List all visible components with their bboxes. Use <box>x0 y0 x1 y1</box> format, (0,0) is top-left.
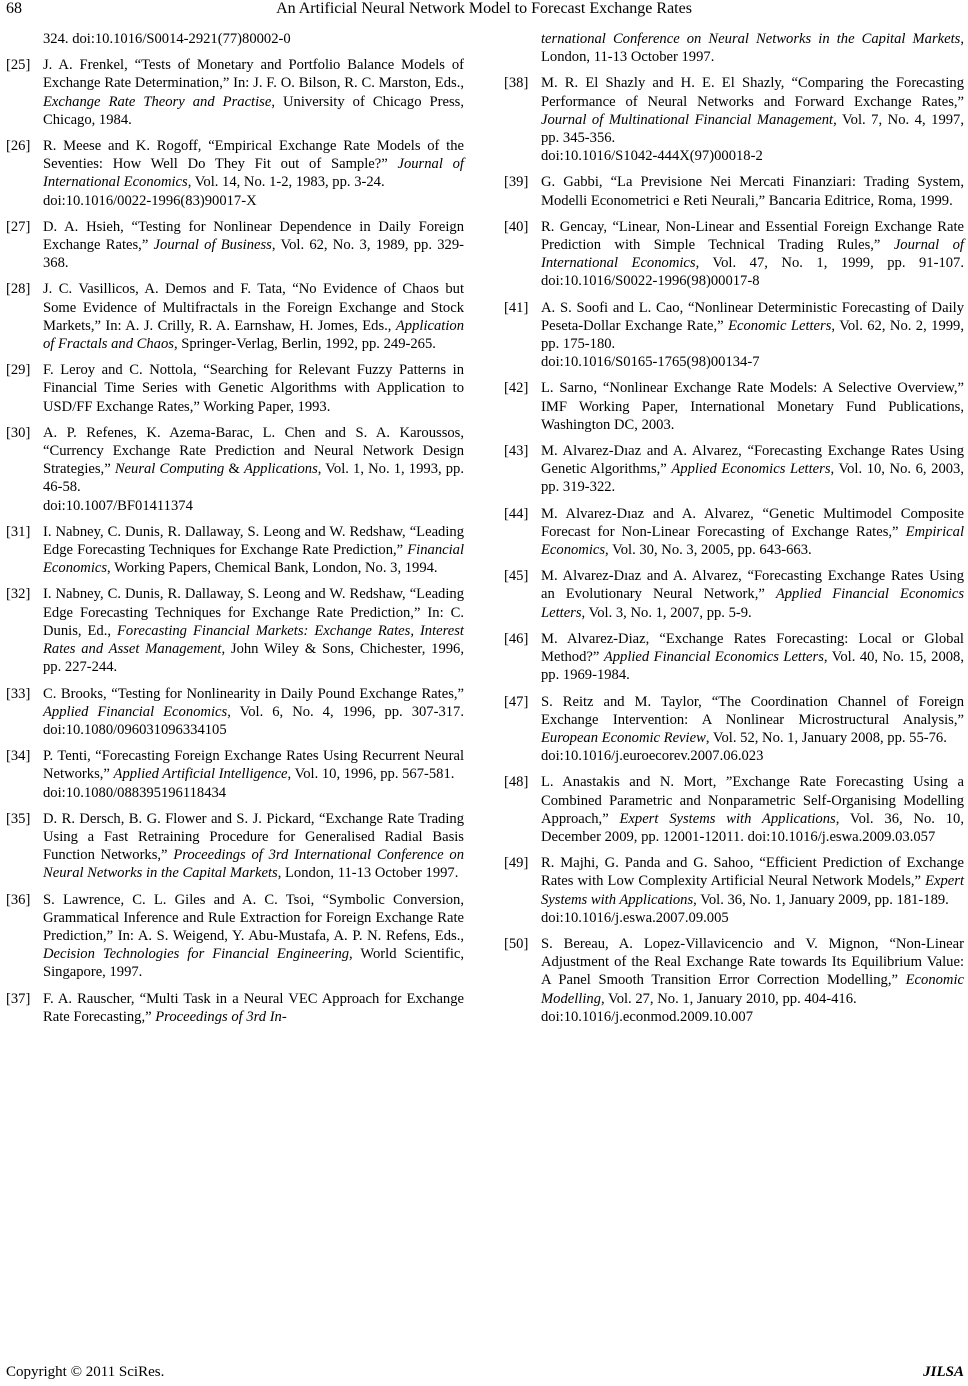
reference-doi: doi:10.1016/j.econmod.2009.10.007 <box>541 1008 754 1025</box>
reference-continuation: 324. doi:10.1016/S0014-2921(77)80002-0 <box>43 31 291 47</box>
reference-italic: European Economic Review <box>541 729 706 746</box>
reference-item <box>504 299 964 372</box>
reference-doi: doi:10.1016/j.euroecorev.2007.06.023 <box>541 748 764 765</box>
reference-text: R. Meese and K. Rogoff, “Empirical Exchange Rate Models of the Seventies: How Well Do They Fit out of Sample?” <box>43 138 464 173</box>
reference-italic: Decision Technologies for Financial Engineering <box>43 946 350 963</box>
reference-item <box>6 685 464 740</box>
reference-italic: Proceedings of 3rd International Conference on Neural Networks in the Capital Markets <box>43 847 464 882</box>
reference-text: S. Reitz and M. Taylor, “The Coordination Channel of Foreign Exchange Intervention: A Nonlinear Microstructural Analysis,” <box>541 693 964 728</box>
reference-number: [36] <box>6 891 31 908</box>
reference-italic: Application of Fractals and Chaos <box>43 317 464 353</box>
reference-number: [46] <box>504 630 529 647</box>
reference-number: [48] <box>504 774 529 791</box>
reference-number: [31] <box>6 523 31 540</box>
reference-doi: doi:10.1016/j.eswa.2007.09.005 <box>541 909 729 926</box>
reference-number: [50] <box>504 935 529 952</box>
reference-number: [32] <box>6 586 31 603</box>
reference-number: [42] <box>504 380 529 397</box>
reference-text: I. Nabney, C. Dunis, R. Dallaway, S. Leong and W. Redshaw, “Leading Edge Forecasting Techniques for Exchange Rate Prediction,” <box>43 523 464 559</box>
reference-text: , Vol. 52, No. 1, January 2008, pp. 55-76. <box>705 729 947 746</box>
journal-abbrev: JILSA <box>923 1364 964 1380</box>
reference-text: R. Majhi, G. Panda and G. Sahoo, “Efficient Prediction of Exchange Rates with Low Complexity Artificial Neural Network Models,” <box>541 855 964 890</box>
reference-text: , Vol. 62, No. 3, 1989, pp. 329-368. <box>43 237 464 272</box>
reference-text: J. C. Vasillicos, A. Demos and F. Tata, “No Evidence of Chaos but Some Evidence of Multifractals in the Foreign Exchange and Stock Markets,” In: A. J. Crilly, R. A. Earnshaw, H. Jomes, Eds., <box>43 281 464 334</box>
reference-italic: Financial Economics <box>43 542 464 577</box>
reference-italic: Economic Modelling <box>541 972 964 1007</box>
reference-italic: Exchange Rate Theory and Practise <box>43 93 272 110</box>
reference-text: & <box>224 461 244 478</box>
reference-text: , Vol. 30, No. 3, 2005, pp. 643-663. <box>605 542 812 559</box>
reference-text: P. Tenti, “Forecasting Foreign Exchange Rates Using Recurrent Neural Networks,” <box>43 748 464 783</box>
reference-italic: Applied Financial Economics Letters <box>603 649 824 666</box>
reference-number: [26] <box>6 138 31 155</box>
reference-text: S. Bereau, A. Lopez-Villavicencio and V. Mignon, “Non-Linear Adjustment of the Real Exchange Rate towards Its Equilibrium Value: A Panel Smooth Transition Error Correction Modelling,” <box>541 935 964 989</box>
page-number: 68 <box>6 0 22 17</box>
reference-text: L. Sarno, “Nonlinear Exchange Rate Models: A Selective Overview,” IMF Working Paper, International Monetary Fund Publications, Washington DC, 2003. <box>541 380 964 433</box>
reference-text: , World Scientific, Singapore, 1997. <box>43 946 464 981</box>
reference-text: G. Gabbi, “La Previsione Nei Mercati Finanziari: Trading System, Modelli Econometrici e Reti Neurali,” Bancaria Editrice, Roma, 1999. <box>541 174 964 209</box>
reference-number: [27] <box>6 218 31 235</box>
reference-number: [40] <box>504 218 529 235</box>
reference-text: M. Alvarez-Dıaz and A. Alvarez, “Forecasting Exchange Rates Using Genetic Algorithms,” <box>541 443 964 478</box>
reference-italic: ternational Conference on Neural Networks in the Capital Markets <box>541 31 961 47</box>
reference-text: M. Alvarez-Dıaz and A. Alvarez, “Forecasting Exchange Rates Using an Evolutionary Neural Network,” <box>541 568 964 603</box>
reference-number: [38] <box>504 75 529 92</box>
reference-item <box>504 854 964 927</box>
reference-text: I. Nabney, C. Dunis, R. Dallaway, S. Leong and W. Redshaw, “Leading Edge Forecasting Techniques for Exchange Rate Prediction,” In: C. Dunis, Ed., <box>43 586 464 639</box>
reference-text: , Vol. 47, No. 1, 1999, pp. 91-107. doi:10.1016/S0022-1996(98)00017-8 <box>541 255 964 290</box>
reference-number: [43] <box>504 443 529 460</box>
reference-text: , Vol. 10, No. 6, 2003, pp. 319-322. <box>541 461 964 496</box>
reference-item <box>6 280 464 353</box>
reference-text: D. R. Dersch, B. G. Flower and S. J. Pickard, “Exchange Rate Trading Using a Fast Retraining Procedure for Generalised Radial Basis Function Networks,” <box>43 810 464 864</box>
reference-text: J. A. Frenkel, “Tests of Monetary and Portfolio Balance Models of Exchange Rate Determination,” In: J. F. O. Bilson, R. C. Marston, Eds., <box>43 57 464 92</box>
reference-text: , University of Chicago Press, Chicago, 1984. <box>43 93 464 128</box>
reference-number: [34] <box>6 748 31 765</box>
reference-number: [44] <box>504 505 529 522</box>
reference-doi: doi:10.1080/088395196118434 <box>43 784 227 801</box>
reference-italic: Empirical Economics <box>541 523 964 559</box>
reference-doi: doi:10.1016/S1042-444X(97)00018-2 <box>541 148 763 165</box>
reference-item <box>504 773 964 846</box>
reference-number: [39] <box>504 174 529 191</box>
reference-doi: doi:10.1007/BF01411374 <box>43 497 193 514</box>
reference-item <box>6 218 464 273</box>
reference-number: [25] <box>6 57 31 74</box>
reference-text: , Vol. 7, No. 4, 1997, pp. 345-356. <box>541 111 964 147</box>
reference-number: [35] <box>6 810 31 827</box>
reference-number: [45] <box>504 568 529 585</box>
copyright: Copyright © 2011 SciRes. <box>6 1364 165 1380</box>
reference-text: , Vol. 3, No. 1, 2007, pp. 5-9. <box>581 604 752 621</box>
reference-text: S. Lawrence, C. L. Giles and A. C. Tsoi, “Symbolic Conversion, Grammatical Inference and Rule Extraction for Foreign Exchange Rate Prediction,” In: A. S. Weigend, Y. Abu-Mustafa, A. P. N. Refens, Eds., <box>43 891 464 944</box>
reference-list-left <box>6 56 464 1026</box>
reference-number: [41] <box>504 299 529 316</box>
reference-text: , London, 11-13 October 1997. <box>541 31 964 66</box>
reference-text: , Vol. 36, No. 10, December 2009, pp. 12001-12011. doi:10.1016/j.eswa.2009.03.057 <box>541 810 965 845</box>
reference-text: , Vol. 62, No. 2, 1999, pp. 175-180. <box>541 317 965 353</box>
reference-number: [47] <box>504 693 529 710</box>
reference-text: M. R. El Shazly and H. E. El Shazly, “Comparing the Forecasting Performance of Neural Networks and Forward Exchange Rates,” <box>541 75 964 110</box>
reference-italic: Journal of International Economics <box>541 237 964 272</box>
reference-number: [30] <box>6 424 31 441</box>
reference-text: M. Alvarez-Dıaz and A. Alvarez, “Genetic Multimodel Composite Forecast for Non-Linear Forecasting of Exchange Rates,” <box>541 505 964 540</box>
reference-italic: Applications <box>243 461 318 478</box>
reference-item <box>504 693 964 766</box>
reference-item <box>6 990 464 1026</box>
reference-text: , Vol. 1, No. 1, 1993, pp. 46-58. <box>43 461 465 496</box>
reference-item <box>504 505 964 560</box>
reference-italic: Applied Financial Economics <box>43 703 228 720</box>
reference-text: , Vol. 40, No. 15, 2008, pp. 1969-1984. <box>541 649 964 684</box>
reference-item <box>504 173 964 209</box>
reference-italic: Applied Artificial Intelligence <box>113 766 288 783</box>
reference-text: , Springer-Verlag, Berlin, 1992, pp. 249-265. <box>173 336 436 353</box>
reference-italic: Neural Computing <box>114 461 225 478</box>
reference-item <box>504 74 964 165</box>
reference-item <box>504 567 964 622</box>
reference-item <box>6 891 464 982</box>
reference-number: [33] <box>6 685 31 702</box>
reference-item <box>6 585 464 676</box>
reference-italic: Proceedings of 3rd In- <box>155 1008 287 1025</box>
reference-text: , Vol. 27, No. 1, January 2010, pp. 404-416. <box>601 990 857 1007</box>
reference-item <box>6 424 464 515</box>
reference-text: F. A. Rauscher, “Multi Task in a Neural VEC Approach for Exchange Rate Forecasting,” <box>43 990 464 1025</box>
reference-doi: doi:10.1016/0022-1996(83)90017-X <box>43 192 257 209</box>
reference-text: , Vol. 14, No. 1-2, 1983, pp. 3-24. <box>187 174 385 191</box>
reference-text: , John Wiley & Sons, Chichester, 1996, pp. 227-244. <box>43 641 464 676</box>
reference-item <box>504 218 964 291</box>
reference-text: M. Alvarez-Diaz, “Exchange Rates Forecasting: Local or Global Method?” <box>541 630 964 666</box>
reference-italic: Applied Economics Letters <box>671 461 831 478</box>
reference-italic: Applied Financial Economics Letters <box>541 586 964 621</box>
running-title: An Artificial Neural Network Model to Forecast Exchange Rates <box>276 0 692 17</box>
reference-italic: Forecasting Financial Markets: Exchange Rates, Interest Rates and Asset Management <box>43 622 464 658</box>
reference-item <box>6 361 464 416</box>
page-header <box>0 0 968 24</box>
reference-text: , London, 11-13 October 1997. <box>277 865 459 882</box>
reference-italic: Expert Systems with Applications <box>541 873 964 908</box>
reference-number: [29] <box>6 362 31 379</box>
reference-text: , Vol. 6, No. 4, 1996, pp. 307-317. doi:10.1080/096031096334105 <box>43 703 465 738</box>
reference-italic: Journal of Multinational Financial Management <box>541 111 834 128</box>
reference-item <box>6 56 464 129</box>
reference-italic: Expert Systems with Applications <box>619 810 836 827</box>
right-column <box>504 30 964 1034</box>
reference-italic: Economic Letters <box>728 317 832 334</box>
reference-item <box>6 137 464 210</box>
reference-doi: doi:10.1016/S0165-1765(98)00134-7 <box>541 354 760 371</box>
reference-italic: Journal of Business <box>153 237 272 254</box>
reference-text: , Vol. 10, 1996, pp. 567-581. <box>287 766 455 783</box>
reference-text: C. Brooks, “Testing for Nonlinearity in Daily Pound Exchange Rates,” <box>43 685 464 702</box>
reference-item <box>504 442 964 497</box>
reference-continuation-right <box>504 30 964 66</box>
reference-number: [37] <box>6 990 31 1007</box>
reference-item <box>504 935 964 1026</box>
reference-text: , Vol. 36, No. 1, January 2009, pp. 181-189. <box>693 891 949 908</box>
reference-text: R. Gencay, “Linear, Non-Linear and Essential Foreign Exchange Rate Prediction with Simple Technical Trading Rules,” <box>541 218 964 254</box>
reference-text: , Working Papers, Chemical Bank, London, No. 3, 1994. <box>107 560 438 577</box>
reference-text: A. P. Refenes, K. Azema-Barac, L. Chen and S. A. Karoussos, “Currency Exchange Rate Prediction and Neural Network Design Strategies,” <box>43 424 464 478</box>
reference-item <box>6 810 464 883</box>
reference-item <box>6 747 464 802</box>
reference-text: L. Anastakis and N. Mort, ”Exchange Rate Forecasting Using a Combined Parametric and Nonparametric Self-Organising Modelling Approach,” <box>541 774 964 827</box>
reference-number: [49] <box>504 855 529 872</box>
left-column <box>6 30 464 1034</box>
reference-list-right <box>504 74 964 1026</box>
reference-text: F. Leroy and C. Nottola, “Searching for Relevant Fuzzy Patterns in Financial Time Series with Genetic Algorithms with Application to USD/FF Exchange Rates,” Working Paper, 1993. <box>43 362 464 415</box>
reference-item <box>6 523 464 578</box>
reference-italic: Journal of International Economics <box>43 156 464 191</box>
reference-item <box>504 379 964 434</box>
reference-number: [28] <box>6 281 31 298</box>
reference-text: A. S. Soofi and L. Cao, “Nonlinear Deterministic Forecasting of Daily Peseta-Dollar Exchange Rate,” <box>541 299 964 334</box>
reference-item <box>504 630 964 685</box>
reference-text: D. A. Hsieh, “Testing for Nonlinear Dependence in Daily Foreign Exchange Rates,” <box>43 218 464 254</box>
